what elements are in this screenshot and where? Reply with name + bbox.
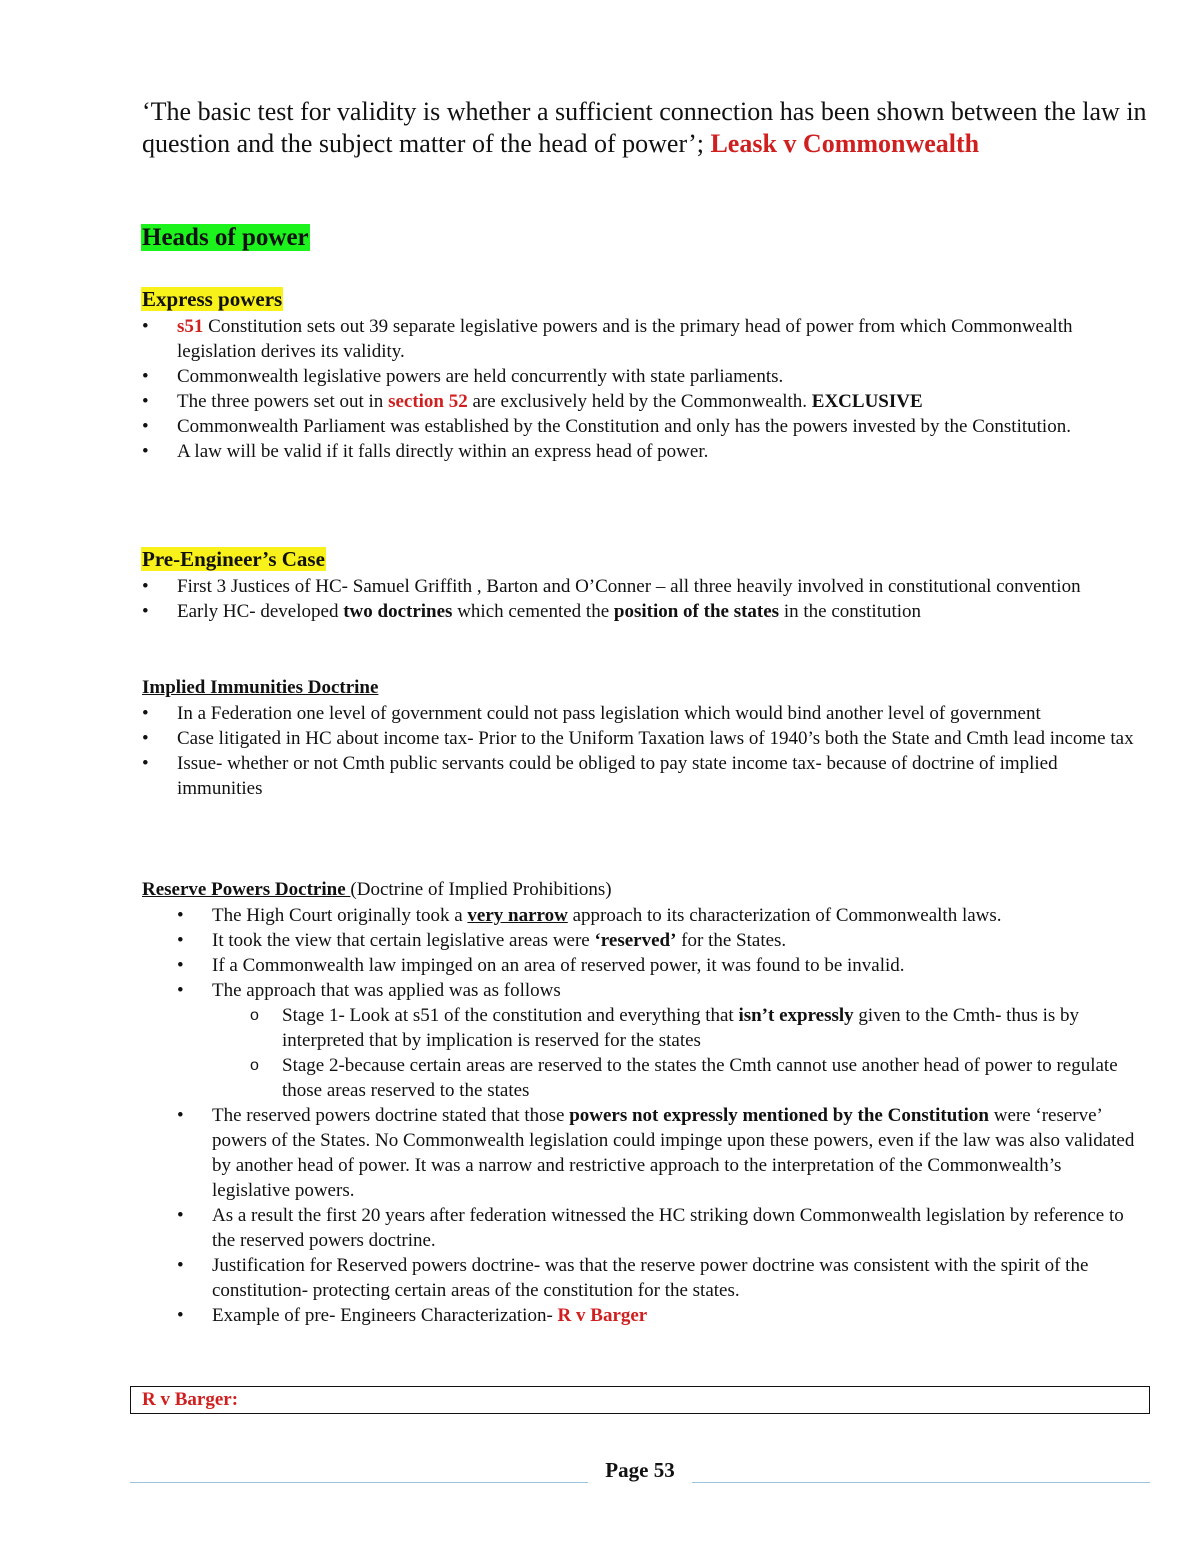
heading-express-powers: Express powers — [142, 287, 283, 311]
page-number: Page 53 — [605, 1458, 675, 1482]
list-item: • It took the view that certain legislative areas were ‘reserved’ for the States. — [177, 928, 1142, 953]
list-item: o Stage 1- Look at s51 of the constitution and everything that isn’t expressly given to the Cmth- thus is by interpreted that by implication is reserved for the states — [212, 1003, 1142, 1053]
list-item: • Commonwealth Parliament was established by the Constitution and only has the powers invested by the Constitution. — [142, 414, 1142, 439]
list-item: • The approach that was applied was as follows o Stage 1- Look at s51 of the constitution and everything that isn’t expressly given to the Cmth- thus is by interpreted that by implication is reserved for the states o Stage 2-because certain areas are reserved to the states the Cmth cannot use another head of power to regulate those areas reserved to the states — [177, 978, 1142, 1103]
pre-engineers-list — [142, 574, 1142, 624]
footer-rule-left — [130, 1482, 588, 1483]
list-item: • In a Federation one level of government could not pass legislation which would bind another level of government — [142, 701, 1142, 726]
case-box-r-v-barger — [130, 1386, 1150, 1414]
footer-rule-right — [692, 1482, 1150, 1483]
stages-list — [212, 1003, 1142, 1103]
list-item: • A law will be valid if it falls directly within an express head of power. — [142, 439, 1142, 464]
case-box-title: R v Barger: — [142, 1389, 239, 1410]
list-item: • The three powers set out in section 52 are exclusively held by the Commonwealth. EXCLUSIVE — [142, 389, 1142, 414]
list-item: • As a result the first 20 years after federation witnessed the HC striking down Commonwealth legislation by reference to the reserved powers doctrine. — [177, 1203, 1142, 1253]
list-item: • First 3 Justices of HC- Samuel Griffith , Barton and O’Conner – all three heavily involved in constitutional convention — [142, 574, 1142, 599]
express-powers-list — [142, 314, 1142, 464]
list-item: • Example of pre- Engineers Characterization- R v Barger — [177, 1303, 1142, 1328]
list-item: • Justification for Reserved powers doctrine- was that the reserve power doctrine was consistent with the spirit of the constitution- protecting certain areas of the constitution for the states. — [177, 1253, 1142, 1303]
list-item: • The High Court originally took a very narrow approach to its characterization of Commonwealth laws. — [177, 903, 1142, 928]
quote-text: ‘The basic test for validity is whether a sufficient connection has been shown between the law in question and the subject matter of the head of power’; — [142, 97, 1147, 158]
case-leask: Leask v Commonwealth — [710, 129, 980, 158]
list-item: o Stage 2-because certain areas are reserved to the states the Cmth cannot use another head of power to regulate those areas reserved to the states — [212, 1053, 1142, 1103]
list-item: • If a Commonwealth law impinged on an area of reserved power, it was found to be invalid. — [177, 953, 1142, 978]
list-item: • s51 Constitution sets out 39 separate legislative powers and is the primary head of power from which Commonwealth legislation derives its validity. — [142, 314, 1142, 364]
list-item: • Issue- whether or not Cmth public servants could be obliged to pay state income tax- because of doctrine of implied immunities — [142, 751, 1142, 801]
list-item: • Commonwealth legislative powers are held concurrently with state parliaments. — [142, 364, 1142, 389]
reserve-powers-list — [177, 903, 1142, 1328]
opening-quote — [142, 96, 1152, 160]
list-item: • The reserved powers doctrine stated that those powers not expressly mentioned by the Constitution were ‘reserve’ powers of the States. No Commonwealth legislation could impinge upon these powers, even if the law was also validated by another head of power. It was a narrow and restrictive approach to the interpretation of the Commonwealth’s legislative powers. — [177, 1103, 1142, 1203]
section-heading-heads-of-power: Heads of power — [142, 224, 309, 251]
list-item: • Case litigated in HC about income tax- Prior to the Uniform Taxation laws of 1940’s both the State and Cmth lead income tax — [142, 726, 1142, 751]
list-item: • Early HC- developed two doctrines which cemented the position of the states in the constitution — [142, 599, 1142, 624]
implied-immunities-list — [142, 701, 1142, 801]
heading-implied-immunities: Implied Immunities Doctrine — [142, 677, 379, 698]
heading-reserve-powers: Reserve Powers Doctrine (Doctrine of Implied Prohibitions) — [142, 879, 612, 900]
heading-pre-engineers-case: Pre-Engineer’s Case — [142, 547, 325, 571]
